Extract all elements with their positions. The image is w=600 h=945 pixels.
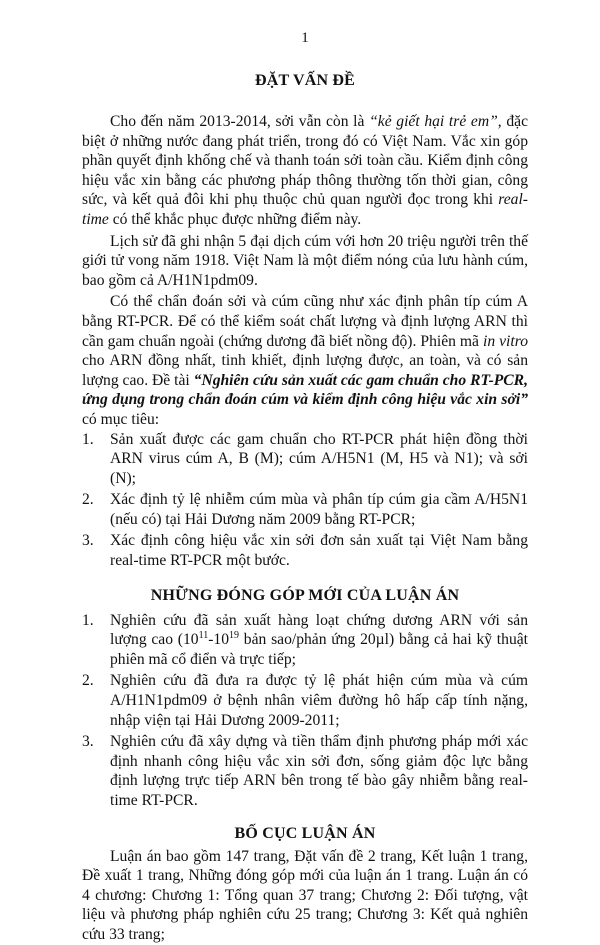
intro-paragraph-3 xyxy=(82,292,528,429)
objective-text: Xác định tỷ lệ nhiễm cúm mùa và phân típ cúm gia cầm A/H5N1 (nếu có) tại Hải Dương năm 2009 bằng RT-PCR; xyxy=(110,491,528,528)
list-number: 1. xyxy=(82,430,94,448)
superscript: 11 xyxy=(198,630,209,642)
text-run: cho ARN đồng nhất, tinh khiết, định lượng được, an toàn, và có sản lượng cao. Đề tài xyxy=(82,352,528,389)
objective-text: Xác định công hiệu vắc xin sởi đơn sản xuất tại Việt Nam bằng real-time RT-PCR một bước. xyxy=(110,532,528,570)
term-in-vitro: in vitro xyxy=(482,332,528,350)
layout-paragraph: Luận án bao gồm 147 trang, Đặt vấn đề 2 trang, Kết luận 1 trang, Đề xuất 1 trang, Những đóng góp mới của luận án 1 trang. Luận án có 4 chương: Chương 1: Tổng quan 37 trang; Chương 2: Đối tượng, vật liệu và phương pháp nghiên cứu 25 trang; Chương 3: Kết quả nghiên cứu 33 trang; xyxy=(82,847,528,943)
intro-paragraph-1 xyxy=(82,112,528,230)
heading-contributions: NHỮNG ĐÓNG GÓP MỚI CỦA LUẬN ÁN xyxy=(150,586,460,604)
text-run: Nghiên cứu đã sản xuất hàng loạt chứng dương ARN với sản lượng cao (10 xyxy=(110,611,528,649)
text-run: -10 xyxy=(208,631,230,649)
heading-introduction: ĐẶT VẤN ĐỀ xyxy=(254,72,356,89)
objective-item xyxy=(82,531,528,570)
contribution-item xyxy=(82,611,528,670)
page-number: 1 xyxy=(301,30,309,46)
contribution-text: Nghiên cứu đã xây dựng và tiền thẩm định phương pháp mới xác định nhanh công hiệu vắc xin sởi đơn, sống giảm độc lực bằng định lượng trực tiếp ARN bên trong tế bào gây nhiễm bằng real-time RT-PCR. xyxy=(110,733,528,809)
contributions-list xyxy=(82,611,528,811)
intro-paragraph-2: Lịch sử đã ghi nhận 5 đại dịch cúm với hơn 20 triệu người trên thế giới tử vong năm 1918. Việt Nam là một điểm nóng của lưu hành cúm, bao gồm cả A/H1N1pdm09. xyxy=(82,232,528,289)
objective-item xyxy=(82,430,528,489)
text-run: bản sao/phản ứng 20µl) bằng cả hai kỹ thuật phiên mã cổ điển và trực tiếp; xyxy=(110,631,528,668)
quote-measles-killer: “kẻ giết hại trẻ em” xyxy=(369,113,498,130)
text-run: Có thể chẩn đoán sởi và cúm cũng như xác định phân típ cúm A bằng RT-PCR. Để có thể kiểm soát chất lượng và định lượng ARN thì cần gam chuẩn ngoài (chứng dương đã biết nồng độ). Phiên mã xyxy=(82,293,528,350)
text-run: , đặc biệt ở những nước đang phát triển, trong đó có Việt Nam. Vắc xin góp phần quyết định khống chế và thanh toán sởi toàn cầu. Kiểm định công hiệu vắc xin bằng các phương pháp thông thường tốn thời gian, công sức, và kết quả đôi khi phụ thuộc chủ quan người đọc trong khi xyxy=(82,113,529,209)
text-run: có thể khắc phục được những điểm này. xyxy=(108,210,362,228)
list-number: 3. xyxy=(82,733,94,751)
text-run: Cho đến năm 2013-2014, sởi vẫn còn là xyxy=(110,113,370,130)
contribution-item xyxy=(82,671,528,730)
heading-thesis-layout: BỐ CỤC LUẬN ÁN xyxy=(234,824,376,842)
contribution-item xyxy=(82,732,528,810)
list-number: 2. xyxy=(82,491,94,509)
objective-text: Sản xuất được các gam chuẩn cho RT-PCR phát hiện đồng thời ARN virus cúm A, B (M); cúm A/H5N1 (M, H5 và N1); và sởi (N); xyxy=(110,430,528,487)
objective-item xyxy=(82,490,528,529)
contribution-text: Nghiên cứu đã đưa ra được tỷ lệ phát hiện cúm mùa và cúm A/H1N1pdm09 ở bệnh nhân viêm đường hô hấp cấp tính nặng, nhập viện tại Hải Dương 2009-2011; xyxy=(110,672,528,729)
list-number: 1. xyxy=(82,611,94,629)
superscript: 19 xyxy=(229,630,240,642)
text-run: có mục tiêu: xyxy=(82,410,160,428)
objectives-list xyxy=(82,430,528,571)
term-real-time: real-time xyxy=(82,191,528,228)
list-number: 2. xyxy=(82,672,94,690)
list-number: 3. xyxy=(82,532,94,550)
thesis-title: “Nghiên cứu sản xuất các gam chuẩn cho RT-PCR, ứng dụng trong chẩn đoán cúm và kiểm định công hiệu vắc xin sởi” xyxy=(82,371,528,409)
